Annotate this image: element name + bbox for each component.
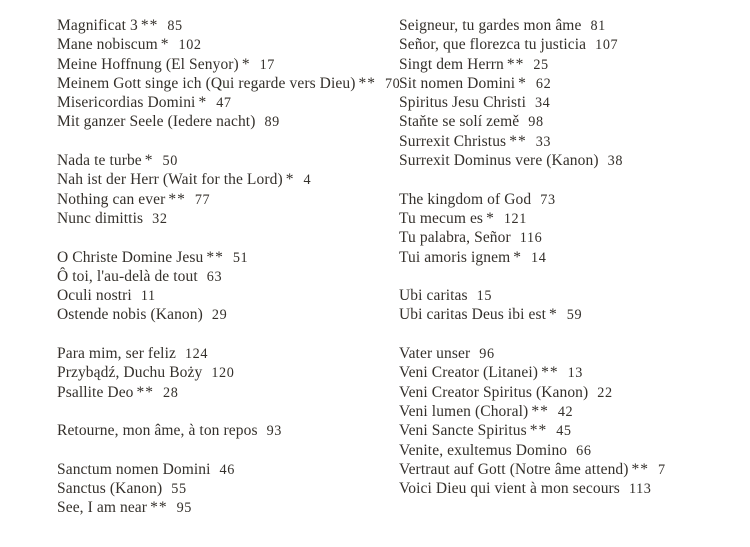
page-number: 17 [259,56,275,73]
song-title: Ubi caritas Deus ibi est [399,306,547,324]
page-number: 120 [211,365,235,382]
repertoire-marker: ** [541,364,559,382]
index-entry [399,286,741,305]
page-number: 116 [519,230,543,247]
song-title: Meine Hoffnung (El Senyor) [57,55,239,73]
song-title: Magnificat 3 [57,17,138,34]
song-title: Meinem Gott singe ich (Qui regarde vers Dieu) [57,74,356,92]
page-number: 107 [595,37,619,54]
index-group [57,421,399,440]
repertoire-marker: ** [206,248,224,266]
song-title: Sanctus (Kanon) [57,480,163,498]
song-title: Staňte se solí země [399,113,520,131]
repertoire-marker: ** [358,74,376,92]
repertoire-marker: * [144,152,154,170]
index-entry [399,248,741,267]
page-number: 89 [264,114,280,131]
repertoire-marker: ** [631,460,650,478]
index-entry [57,16,399,35]
song-title: Surrexit Dominus vere (Kanon) [399,152,599,170]
page-number: 121 [503,210,527,227]
index-entry [57,74,399,93]
index-entry [399,151,741,170]
index-entry [57,55,399,74]
page-number: 62 [535,75,552,92]
repertoire-marker: ** [136,383,155,401]
index-entry [399,460,741,479]
page-number: 33 [535,133,552,150]
page-number: 77 [194,191,211,208]
song-title: The kingdom of God [399,190,532,208]
song-title: See, I am near [57,499,148,517]
page-number: 55 [171,481,187,498]
repertoire-marker: * [518,74,527,92]
page-number: 98 [528,114,544,131]
repertoire-marker: * [549,306,558,324]
page-number: 93 [266,423,282,440]
page-number: 32 [152,210,168,227]
index-entry [57,170,399,189]
repertoire-marker: ** [531,402,549,420]
index-group [57,151,399,228]
song-title: Para mim, ser feliz [57,345,176,363]
index-entry [399,305,741,324]
song-title: Sit nomen Domini [399,74,516,92]
page-number: 11 [140,288,156,305]
page-number: 102 [178,37,202,54]
index-entry [57,190,399,209]
index-entry [399,112,741,131]
page-number: 96 [479,346,495,363]
song-title: Vater unser [399,345,471,363]
index-entry [399,421,741,440]
song-title: Psallite Deo [57,383,134,401]
index-group [399,16,741,170]
index-entry [57,93,399,112]
index-group [57,344,399,402]
index-entry [57,344,399,363]
song-title: Veni Sancte Spiritus [399,422,527,440]
page-number: 25 [533,56,549,73]
page-number: 70 [384,75,401,92]
page-number: 73 [540,191,556,208]
page-number: 47 [216,95,232,112]
repertoire-marker: ** [529,422,548,440]
index-column-right [399,16,741,547]
song-title: Mane nobiscum [57,36,158,54]
page-number: 81 [590,18,606,34]
song-title: Voici Dieu qui vient à mon secours [399,480,620,498]
page-number: 85 [167,18,183,34]
song-title: Seigneur, tu gardes mon âme [399,17,582,34]
song-title: Singt dem Herrn [399,55,504,73]
song-title: Ostende nobis (Kanon) [57,306,203,324]
page-number: 50 [162,153,178,170]
index-entry [399,35,741,54]
page-number: 63 [206,268,223,285]
song-title: Oculi nostri [57,287,132,305]
song-title: Vertraut auf Gott (Notre âme attend) [399,460,629,478]
song-title: Nada te turbe [57,152,142,170]
index-entry [57,363,399,382]
song-title: Retourne, mon âme, à ton repos [57,422,258,440]
page-number: 46 [219,461,235,478]
song-title: Nah ist der Herr (Wait for the Lord) [57,171,283,189]
index-entry [399,132,741,151]
index-entry [399,16,741,35]
index-column-left [57,16,399,547]
index-entry [57,498,399,517]
page-number: 29 [211,307,228,324]
repertoire-marker: ** [506,55,525,73]
page-number: 124 [184,346,209,363]
index-entry [399,93,741,112]
song-title: Ô toi, l'au-delà de tout [57,267,198,285]
song-title: O Christe Domine Jesu [57,248,204,266]
page-number: 51 [232,249,249,266]
page-number: 13 [567,365,583,382]
index-entry [57,151,399,170]
repertoire-marker: * [285,171,295,189]
page-number: 4 [303,172,312,189]
song-title: Nothing can ever [57,190,166,208]
repertoire-marker: ** [150,499,168,517]
index-entry [57,460,399,479]
page-number: 15 [476,288,493,305]
page-number: 22 [597,384,613,401]
index-group [57,248,399,325]
repertoire-marker: * [198,94,208,112]
page-number: 66 [576,442,592,459]
index-entry [57,479,399,498]
song-title: Ubi caritas [399,287,468,305]
page-number: 7 [658,461,666,478]
index-entry [399,190,741,209]
index-entry [57,267,399,286]
song-title: Veni Creator Spiritus (Kanon) [399,383,589,401]
page-number: 95 [176,500,192,517]
song-title: Tui amoris ignem [399,248,511,266]
index-entry [399,344,741,363]
index-group [399,286,741,325]
song-title: Sanctum nomen Domini [57,460,211,478]
song-title: Nunc dimittis [57,209,144,227]
index-entry [57,112,399,131]
index-entry [57,248,399,267]
song-title: Przybądź, Duchu Boży [57,364,203,382]
page-number: 45 [556,423,572,440]
index-entry [399,55,741,74]
repertoire-marker: * [241,55,251,73]
repertoire-marker: * [486,209,495,227]
index-entry [57,209,399,228]
index-group [57,460,399,518]
page-number: 14 [531,249,547,266]
index-entry [399,209,741,228]
repertoire-marker: ** [140,17,159,34]
index-entry [399,363,741,382]
index-entry [57,421,399,440]
song-title: Veni lumen (Choral) [399,402,529,420]
repertoire-marker: * [513,248,523,266]
song-title: Surrexit Christus [399,132,507,150]
index-group [57,16,399,132]
repertoire-marker: ** [509,132,527,150]
index-entry [57,383,399,402]
song-title: Tu palabra, Señor [399,229,511,247]
index-entry [57,286,399,305]
song-title: Mit ganzer Seele (Iedere nacht) [57,113,256,131]
page-number: 113 [628,481,652,498]
song-title: Tu mecum es [399,209,484,227]
index-entry [57,305,399,324]
page-number: 28 [163,384,179,401]
page-number: 34 [534,95,551,112]
index-entry [57,35,399,54]
index-entry [399,74,741,93]
song-title: Venite, exultemus Domino [399,441,568,459]
song-title: Veni Creator (Litanei) [399,364,539,382]
page-number: 59 [566,307,583,324]
index-group [399,190,741,267]
index-entry [399,479,741,498]
index-group [399,344,741,498]
page-number: 42 [557,403,574,420]
index-entry [399,441,741,460]
index-entry [399,402,741,421]
page-number: 38 [607,153,624,170]
index-entry [399,383,741,402]
repertoire-marker: * [160,36,170,54]
song-title: Misericordias Domini [57,94,196,112]
repertoire-marker: ** [168,190,186,208]
song-title: Spiritus Jesu Christi [399,94,526,112]
song-title: Señor, que florezca tu justicia [399,36,587,54]
index-entry [399,228,741,247]
